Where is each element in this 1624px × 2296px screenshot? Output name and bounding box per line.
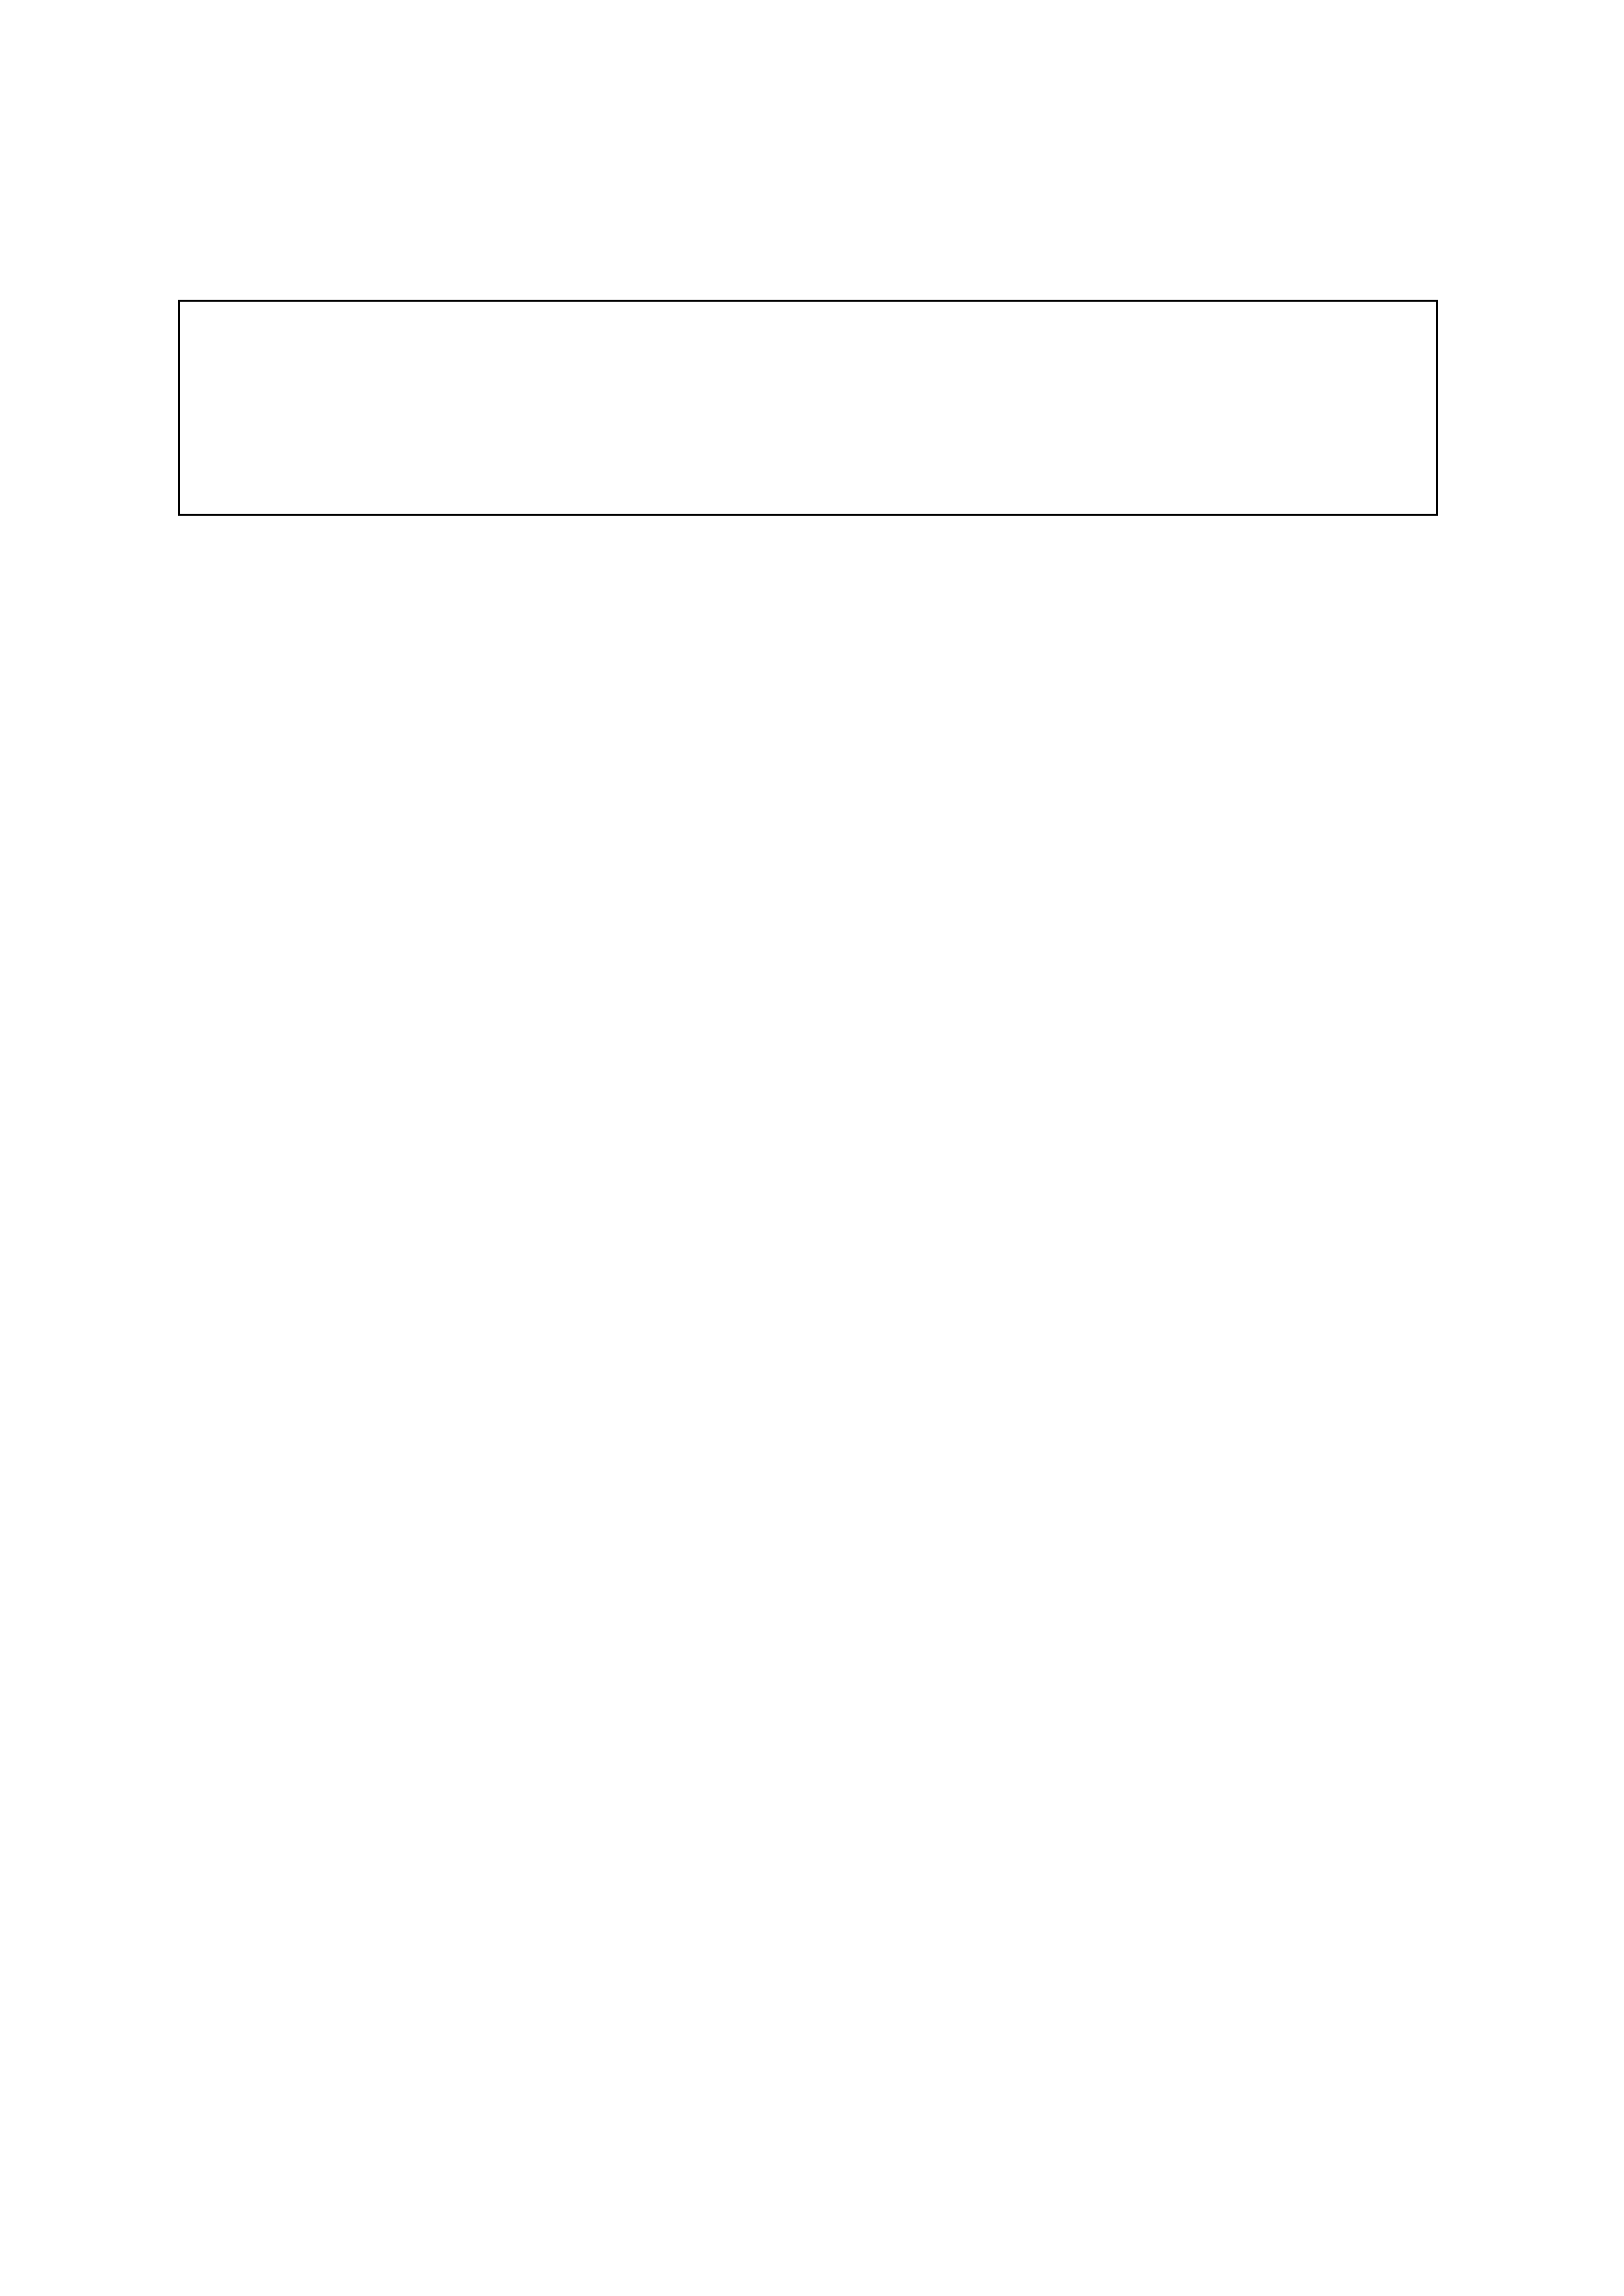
- prompt-box: [178, 300, 1438, 516]
